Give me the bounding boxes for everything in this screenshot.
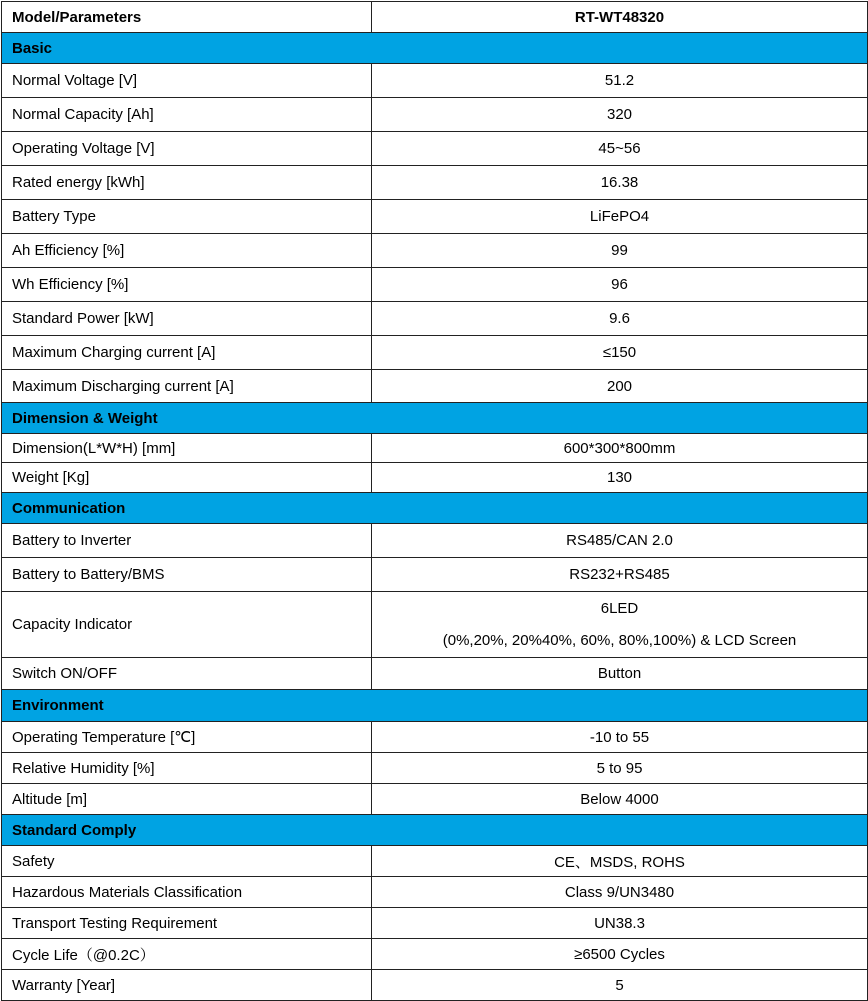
value-line-2: (0%,20%, 20%40%, 60%, 80%,100%) & LCD Screen — [442, 631, 797, 649]
value-line-1: 6LED — [600, 599, 639, 617]
table-row — [2, 200, 868, 234]
row-label: Weight [Kg] — [2, 463, 372, 493]
table-row — [2, 658, 868, 690]
row-value: 130 — [372, 463, 868, 493]
row-value: RS485/CAN 2.0 — [372, 524, 868, 558]
row-value: 9.6 — [372, 302, 868, 336]
table-row — [2, 434, 868, 463]
row-label: Battery to Inverter — [2, 524, 372, 558]
row-value: 600*300*800mm — [372, 434, 868, 463]
row-label: Rated energy [kWh] — [2, 166, 372, 200]
spec-table — [1, 1, 868, 1001]
row-value: ≥6500 Cycles — [372, 939, 868, 970]
table-row — [2, 64, 868, 98]
row-value: ≤150 — [372, 336, 868, 370]
row-label: Capacity Indicator — [2, 592, 372, 658]
row-value: 99 — [372, 234, 868, 268]
row-label: Operating Temperature [℃] — [2, 722, 372, 753]
table-row — [2, 722, 868, 753]
row-label: Standard Power [kW] — [2, 302, 372, 336]
table-row — [2, 132, 868, 166]
row-label: Maximum Charging current [A] — [2, 336, 372, 370]
table-row — [2, 524, 868, 558]
table-row — [2, 753, 868, 784]
row-value: CE、MSDS, ROHS — [372, 846, 868, 877]
row-label: Battery to Battery/BMS — [2, 558, 372, 592]
section-title: Communication — [2, 493, 868, 524]
table-row — [2, 939, 868, 970]
table-row — [2, 302, 868, 336]
row-value: 5 — [372, 970, 868, 1001]
table-row — [2, 908, 868, 939]
row-value: Class 9/UN3480 — [372, 877, 868, 908]
table-row — [2, 98, 868, 132]
row-label: Ah Efficiency [%] — [2, 234, 372, 268]
header-model: RT-WT48320 — [372, 2, 868, 33]
table-row — [2, 268, 868, 302]
row-label: Cycle Life（@0.2C） — [2, 939, 372, 970]
row-value: -10 to 55 — [372, 722, 868, 753]
row-label: Normal Voltage [V] — [2, 64, 372, 98]
section-title: Standard Comply — [2, 815, 868, 846]
row-label: Relative Humidity [%] — [2, 753, 372, 784]
table-row — [2, 234, 868, 268]
table-row — [2, 166, 868, 200]
section-environment — [2, 690, 868, 722]
table-row — [2, 592, 868, 658]
table-row — [2, 463, 868, 493]
row-value: Below 4000 — [372, 784, 868, 815]
table-row — [2, 370, 868, 403]
row-value: 200 — [372, 370, 868, 403]
header-row — [2, 2, 868, 33]
row-label: Altitude [m] — [2, 784, 372, 815]
section-title: Environment — [2, 690, 868, 722]
section-communication — [2, 493, 868, 524]
row-label: Maximum Discharging current [A] — [2, 370, 372, 403]
row-label: Safety — [2, 846, 372, 877]
row-label: Dimension(L*W*H) [mm] — [2, 434, 372, 463]
table-row — [2, 336, 868, 370]
row-value: RS232+RS485 — [372, 558, 868, 592]
section-dimension — [2, 403, 868, 434]
row-label: Normal Capacity [Ah] — [2, 98, 372, 132]
row-value — [372, 592, 868, 658]
row-value: 16.38 — [372, 166, 868, 200]
row-value: UN38.3 — [372, 908, 868, 939]
row-value: 51.2 — [372, 64, 868, 98]
section-title: Basic — [2, 33, 868, 64]
table-row — [2, 846, 868, 877]
table-row — [2, 784, 868, 815]
row-label: Battery Type — [2, 200, 372, 234]
row-value: 96 — [372, 268, 868, 302]
row-label: Hazardous Materials Classification — [2, 877, 372, 908]
section-standard — [2, 815, 868, 846]
row-value: 45~56 — [372, 132, 868, 166]
row-label: Warranty [Year] — [2, 970, 372, 1001]
section-title: Dimension & Weight — [2, 403, 868, 434]
header-param: Model/Parameters — [2, 2, 372, 33]
row-value: 320 — [372, 98, 868, 132]
row-value: 5 to 95 — [372, 753, 868, 784]
row-label: Wh Efficiency [%] — [2, 268, 372, 302]
section-basic — [2, 33, 868, 64]
row-label: Switch ON/OFF — [2, 658, 372, 690]
row-value: LiFePO4 — [372, 200, 868, 234]
row-label: Transport Testing Requirement — [2, 908, 372, 939]
table-row — [2, 877, 868, 908]
row-label: Operating Voltage [V] — [2, 132, 372, 166]
table-row — [2, 558, 868, 592]
row-value: Button — [372, 658, 868, 690]
